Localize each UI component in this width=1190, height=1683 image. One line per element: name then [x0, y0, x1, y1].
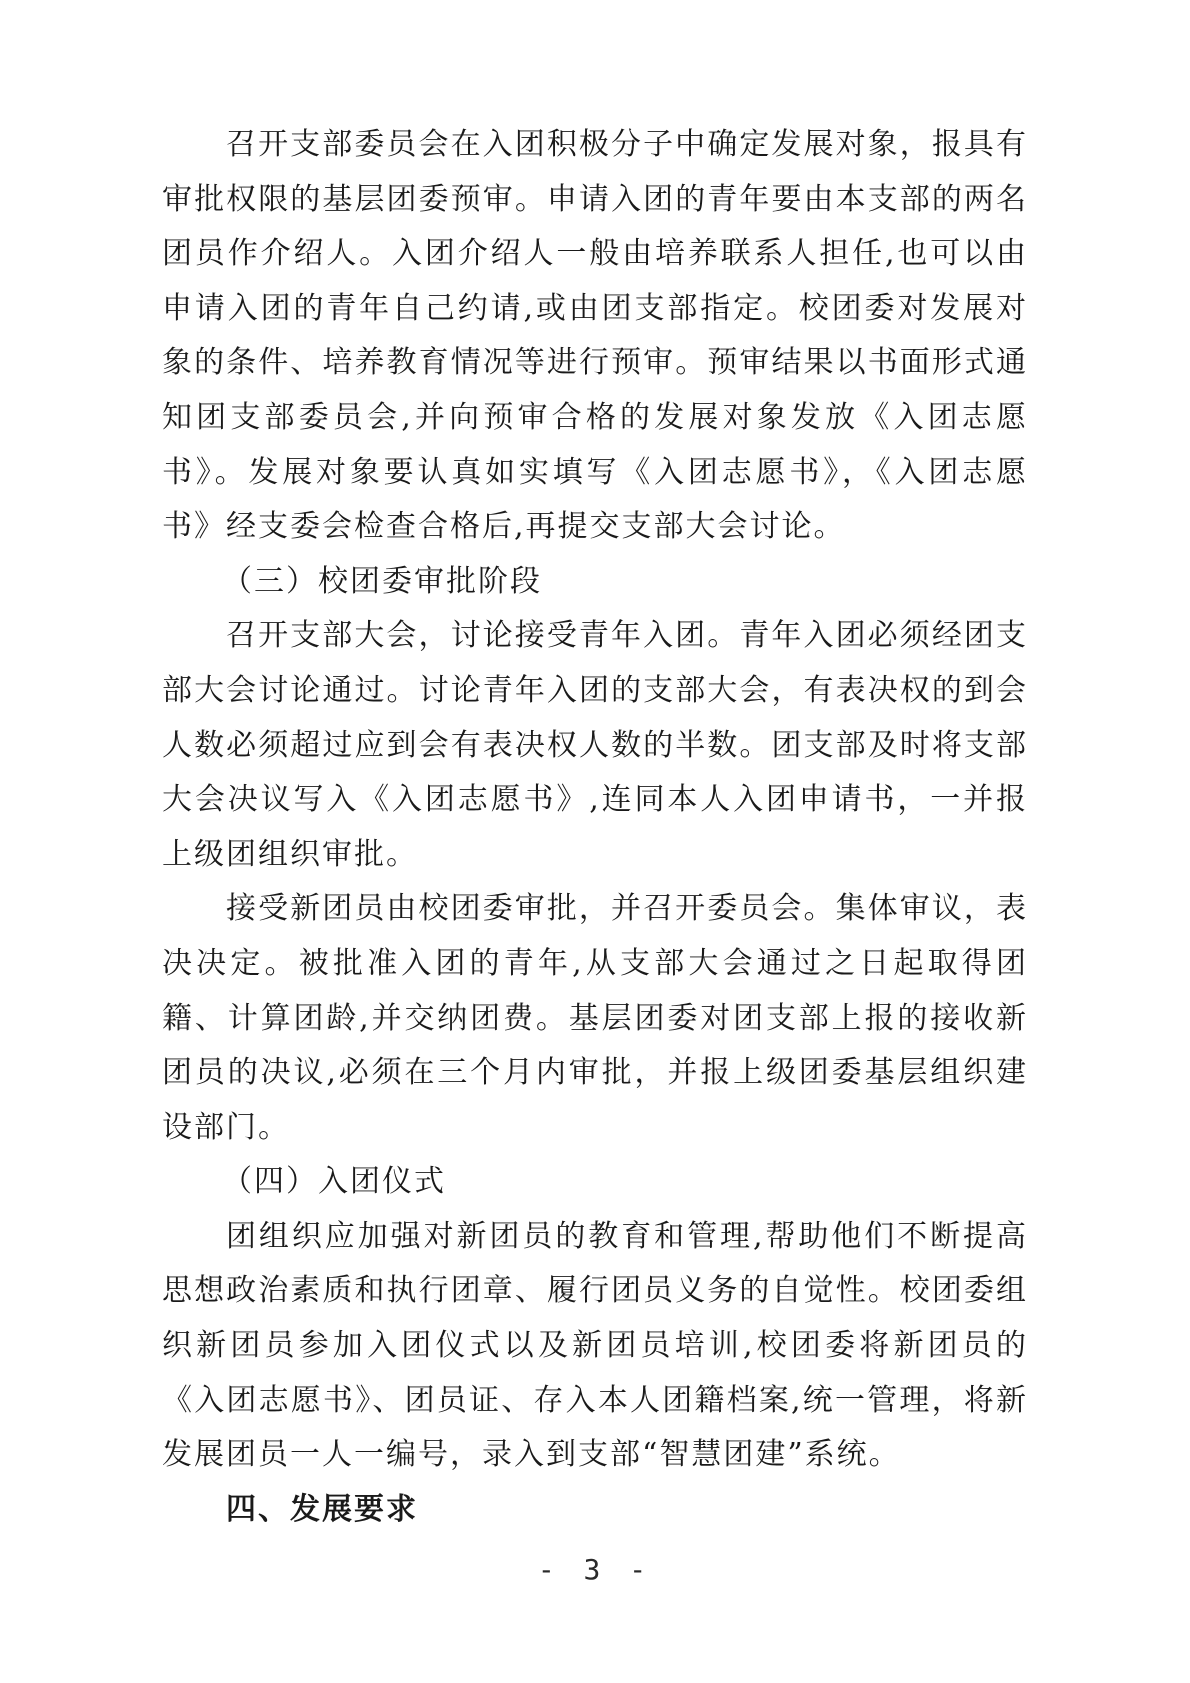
- paragraph-education-and-management: 团组织应加强对新团员的教育和管理,帮助他们不断提高思想政治素质和执行团章、履行团员义务的自觉性。校团委组织新团员参加入团仪式以及新团员培训,校团委将新团员的《入团志愿书》、团员证、存入本人团籍档案,统一管理，将新发展团员一人一编号，录入到支部“智慧团建”系统。: [162, 1218, 1028, 1473]
- document-body: [162, 118, 1028, 1537]
- paragraph-branch-general-meeting: 召开支部大会，讨论接受青年入团。青年入团必须经团支部大会讨论通过。讨论青年入团的支部大会，有表决权的到会人数必须超过应到会有表决权人数的半数。团支部及时将支部大会决议写入《入团志愿书》,连同本人入团申请书，一并报上级团组织审批。: [162, 618, 1028, 872]
- page-number: - 3 -: [537, 1553, 653, 1586]
- paragraph-development-target-review: 召开支部委员会在入团积极分子中确定发展对象，报具有审批权限的基层团委预审。申请入团的青年要由本支部的两名团员作介绍人。入团介绍人一般由培养联系人担任,也可以由申请入团的青年自己约请,或由团支部指定。校团委对发展对象的条件、培养教育情况等进行预审。预审结果以书面形式通知团支部委员会,并向预审合格的发展对象发放《入团志愿书》。发展对象要认真如实填写《入团志愿书》，《入团志愿书》经支委会检查合格后,再提交支部大会讨论。: [162, 127, 1028, 545]
- section-heading-development-requirements: 四、发展要求: [226, 1491, 418, 1527]
- subheading-admission-ceremony: （四）入团仪式: [222, 1164, 446, 1200]
- paragraph-new-member-approval: 接受新团员由校团委审批，并召开委员会。集体审议，表决决定。被批准入团的青年,从支部大会通过之日起取得团籍、计算团龄,并交纳团费。基层团委对团支部上报的接收新团员的决议,必须在三个月内审批，并报上级团委基层组织建设部门。: [162, 891, 1028, 1145]
- subheading-school-committee-approval: （三）校团委审批阶段: [222, 563, 542, 599]
